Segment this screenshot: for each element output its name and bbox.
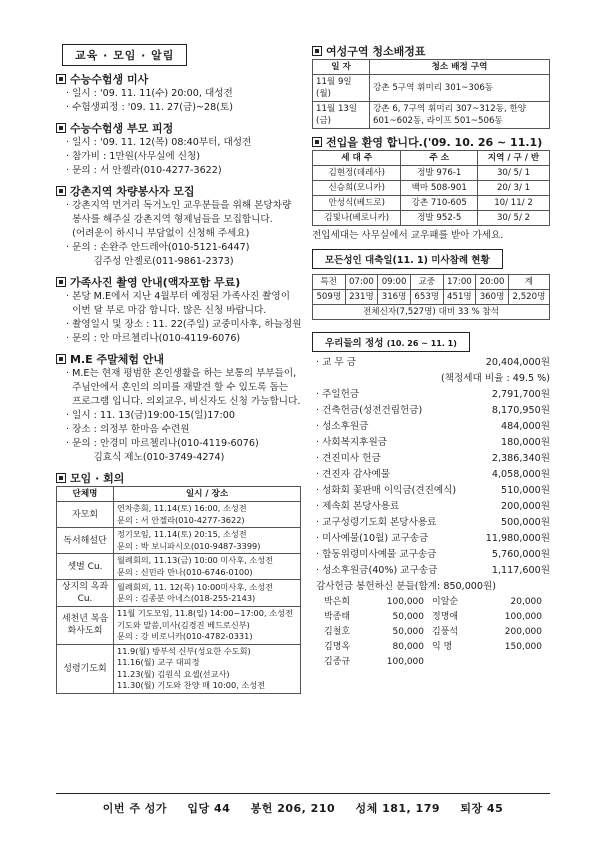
meetings-table xyxy=(56,486,301,694)
donation-amount: 180,000원 xyxy=(501,437,550,448)
giver-amount: 50,000 xyxy=(392,612,424,622)
givers-grid xyxy=(312,595,550,670)
meeting-info-line: 11.23(월) 김원식 요셉(선교사) xyxy=(117,668,230,679)
newcomers-table: 세 대 주 주 소 지역 / 구 / 반 김현정(데레사) 정발 976-1 30/ 5/ 1 신승희(모니카) 백마 508-901 20/ 3/ 1 안성식(베드로) 강촌 710-605 10/ 11/ 2 김빛나(베로니카) 정발 952-5 30/ 5/ 2 xyxy=(312,150,550,226)
meeting-info xyxy=(114,644,301,693)
meeting-info-line: 문의 : 박 보니파시오(010-9487-3399) xyxy=(117,540,261,551)
giver-name: 이알순 xyxy=(432,597,459,607)
attendance-header: 20:00 xyxy=(476,275,509,290)
notice-line: · 촬영일시 및 장소 : 11. 22(주일) 교중미사후, 하늘정원 xyxy=(66,319,302,330)
attendance-title: 모든성인 대축일(11. 1) 미사참례 현황 xyxy=(312,249,503,269)
notice-line: · 장소 : 의정부 한마음 수련원 xyxy=(66,424,190,435)
meeting-info-line: 11.30(월) 기도와 찬양 매 10:00, 소성전 xyxy=(117,680,266,690)
meetings-header-name: 단체명 xyxy=(57,487,114,502)
giver-name: 익 명 xyxy=(432,642,453,652)
section-title-text: M.E 주말체험 안내 xyxy=(70,353,165,366)
meetings-section xyxy=(56,471,301,694)
meetings-title: 모임 · 회의 xyxy=(70,472,125,485)
table-row: 11월 13일(금) 강촌 6, 7구역 휘미리 307~312동, 한양601~602동, 라이프 501~506동 xyxy=(313,102,550,129)
table-row xyxy=(57,502,301,528)
notice-line: · 참가비 : 1만원(사무실에 신청) xyxy=(66,151,201,162)
notice-line: 봉사를 해주실 강촌지역 형제님들을 모집합니다. xyxy=(66,214,273,225)
attendance-header: 교중 xyxy=(410,275,443,290)
notice-line: · 강촌지역 먼거리 독거노인 교우분들을 위해 본당차량 xyxy=(66,200,292,211)
notice-line: · 본당 M.E에서 지난 4월부터 예정된 가족사진 촬영이 xyxy=(66,291,290,302)
attendance-table xyxy=(312,274,550,320)
newcomer-cell: 백마 508-901 xyxy=(401,181,478,196)
attendance-header: 07:00 xyxy=(345,275,378,290)
meeting-info-line: 기도와 말씀,미사(김경진 베드로신부) xyxy=(117,619,250,630)
donations-section xyxy=(312,332,550,670)
notice-line: (어려운이 하시니 부담없이 신청해 주세요) xyxy=(66,228,250,239)
giver-name: 박종태 xyxy=(324,612,351,622)
newcomer-cell: 신승희(모니카) xyxy=(313,181,401,196)
donations-period: (10. 26 ~ 11. 1) xyxy=(386,339,457,348)
square-bullet-icon xyxy=(56,123,66,133)
donation-label: · 교구성령기도회 본당사용료 xyxy=(316,515,436,531)
giver-amount: 80,000 xyxy=(392,642,424,652)
donation-row xyxy=(312,371,550,387)
notice-section xyxy=(56,72,301,115)
donations-title: 우리들의 정성 xyxy=(325,338,384,349)
section-title-text: 수능수험생 미사 xyxy=(70,73,149,86)
donation-amount: 8,170,950원 xyxy=(491,405,550,416)
hymn-recessional: 퇴장 45 xyxy=(460,802,504,815)
notice-line: · 일시 : '09. 11. 11(수) 20:00, 대성전 xyxy=(66,88,233,99)
donation-label: · 성소후원금(40%) 교구송금 xyxy=(316,563,437,579)
cleaning-table xyxy=(312,59,550,129)
section-title xyxy=(56,275,301,290)
section-title xyxy=(56,121,301,136)
hymn-communion: 성체 181, 179 xyxy=(355,802,440,815)
table-row xyxy=(57,644,301,693)
donation-label: · 합동위령미사예물 교구송금 xyxy=(316,547,436,563)
newcomers-note: 전입세대는 사무실에서 교우패를 받아 가세요. xyxy=(312,230,504,241)
notice-line: 프로그램 입니다. 의외교우, 비신자도 신청 가능합니다. xyxy=(66,396,301,407)
attendance-header: 17:00 xyxy=(443,275,476,290)
newcomer-cell: 20/ 3/ 1 xyxy=(478,181,550,196)
giver-amount: 100,000 xyxy=(386,657,424,667)
meeting-info xyxy=(114,554,301,580)
meeting-info-line: 문의 : 강 비로니카(010-4782-0331) xyxy=(117,631,253,641)
donation-label: · 건축헌금(성전건립헌금) xyxy=(316,403,422,419)
meeting-info-line: 11.16(월) 교구 대피정 xyxy=(117,657,200,667)
notice-section xyxy=(56,184,301,269)
notice-section xyxy=(56,121,301,178)
newcomer-cell: 10/ 11/ 2 xyxy=(478,196,550,211)
donation-row xyxy=(312,435,550,451)
hymn-offertory: 봉헌 206, 210 xyxy=(250,802,336,815)
giver-amount: 200,000 xyxy=(504,627,542,637)
notice-section xyxy=(56,275,301,346)
attendance-header: 계 xyxy=(508,275,549,290)
newcomer-cell: 정발 952-5 xyxy=(401,211,478,226)
meeting-info-line: 월례회의, 11. 12(목) 10:00미사후, 소성전 xyxy=(117,581,274,592)
meeting-name: 상지의 옥좌Cu. xyxy=(57,580,114,607)
notice-line: · 문의 : 안 마르첼리나(010-4119-6076) xyxy=(66,333,241,344)
donation-row xyxy=(312,387,550,403)
notice-line: · 문의 : 손완주 안드레아(010-5121-6447) xyxy=(66,242,250,253)
notice-line: · 수험생피정 : '09. 11. 27(금)~28(토) xyxy=(66,102,233,113)
square-bullet-icon xyxy=(56,473,66,483)
notice-line: · 일시 : 11. 13(금)19:00-15(일)17:00 xyxy=(66,410,235,421)
square-bullet-icon xyxy=(312,46,322,56)
table-row xyxy=(57,607,301,645)
notice-line: · 일시 : '09. 11. 12(목) 08:40부터, 대성전 xyxy=(66,137,252,148)
meeting-info-line: 11.9(월) 방부석 신부(성요한 수도회) xyxy=(117,645,251,656)
square-bullet-icon xyxy=(56,354,66,364)
attendance-value: 231명 xyxy=(345,290,378,305)
section-title-text: 강촌지역 차량봉사자 모집 xyxy=(70,185,195,198)
cleaning-title: 여성구역 청소배정표 xyxy=(326,45,426,58)
right-column xyxy=(312,44,550,670)
table-row: 11월 9일(월) 강촌 5구역 휘미리 301~306동 xyxy=(313,75,550,102)
meeting-name: 독서해설단 xyxy=(57,528,114,554)
meeting-info-line: 문의 : 김종분 아네스(018-255-2143) xyxy=(117,593,256,603)
square-bullet-icon xyxy=(56,277,66,287)
meetings-header-info: 일시 / 장소 xyxy=(114,487,301,502)
meeting-info-line: 문의 : 신민라 만나(010-6746-0100) xyxy=(117,566,253,577)
meeting-name: 성령기도회 xyxy=(57,644,114,693)
giver-amount: 20,000 xyxy=(510,597,542,607)
section-title xyxy=(56,352,301,367)
meeting-name: 세천년 복음화사도회 xyxy=(57,607,114,645)
notice-line: · 문의 : 서 안젤라(010-4277-3622) xyxy=(66,165,222,176)
newcomer-cell: 강촌 710-605 xyxy=(401,196,478,211)
attendance-header: 09:00 xyxy=(378,275,411,290)
table-row xyxy=(57,580,301,607)
meeting-info-line: 문의 : 서 안젤라(010-4277-3622) xyxy=(117,514,245,525)
attendance-section xyxy=(312,249,550,320)
donation-row xyxy=(312,499,550,515)
left-header: 교육 · 모임 · 알림 xyxy=(62,44,187,66)
giver-name: 정명애 xyxy=(432,612,459,622)
meeting-info-line: 정기모임, 11.14(토) 20:15, 소성전 xyxy=(117,529,247,539)
attendance-value: 653명 xyxy=(410,290,443,305)
table-row xyxy=(57,554,301,580)
attendance-value: 360명 xyxy=(476,290,509,305)
donation-row xyxy=(312,563,550,579)
newcomers-section xyxy=(312,135,550,243)
donation-label: · 사회복지후원금 xyxy=(316,435,387,451)
square-bullet-icon xyxy=(56,74,66,84)
giver-amount: 150,000 xyxy=(504,642,542,652)
donation-row xyxy=(312,403,550,419)
hymn-entry: 입당 44 xyxy=(187,802,231,815)
square-bullet-icon xyxy=(312,137,322,147)
donation-amount: 500,000원 xyxy=(501,517,550,528)
table-row xyxy=(313,181,550,196)
meeting-info-line: 연차총회, 11.14(토) 16:00, 소성전 xyxy=(117,503,247,513)
donation-row xyxy=(312,531,550,547)
newcomer-cell: 정발 976-1 xyxy=(401,166,478,181)
donation-amount: 11,980,000원 xyxy=(485,533,550,544)
donation-amount: 5,760,000원 xyxy=(491,549,550,560)
giver-amount xyxy=(476,655,550,670)
hymn-label: 이번 주 성가 xyxy=(102,802,168,815)
attendance-summary: 전체신자(7,527명) 대비 33 % 참석 xyxy=(313,305,550,320)
donation-row xyxy=(312,355,550,371)
meeting-name: 자모회 xyxy=(57,502,114,528)
donation-label: · 제속회 본당사용료 xyxy=(316,499,399,515)
donation-amount: 510,000원 xyxy=(501,485,550,496)
newcomer-cell: 김현정(데레사) xyxy=(313,166,401,181)
cleaning-header-area: 청소 배정 구역 xyxy=(370,60,550,75)
left-column xyxy=(56,44,301,694)
meeting-info xyxy=(114,502,301,528)
square-bullet-icon xyxy=(56,186,66,196)
giver-amount: 100,000 xyxy=(504,612,542,622)
donation-amount: 4,058,000원 xyxy=(491,469,550,480)
donation-label: · 견진자 감사예물 xyxy=(316,467,390,483)
donations-list xyxy=(312,355,550,595)
newcomer-cell: 안성식(베드로) xyxy=(313,196,401,211)
giver-name: 김철호 xyxy=(324,627,351,637)
attendance-value: 509명 xyxy=(313,290,346,305)
donation-row xyxy=(312,547,550,563)
giver-name: 박은희 xyxy=(324,597,351,607)
attendance-value: 316명 xyxy=(378,290,411,305)
notice-line: · 문의 : 안경미 마르첼리나(010-4119-6076) xyxy=(66,438,259,449)
donation-amount: 20,404,000원 xyxy=(485,357,550,368)
meeting-name: 셋별 Cu. xyxy=(57,554,114,580)
meeting-info xyxy=(114,607,301,645)
notice-sections xyxy=(56,72,301,465)
donation-amount: 2,386,340원 xyxy=(491,453,550,464)
donation-label: 감사헌금 봉헌하신 분들(합계: 850,000원) xyxy=(316,581,497,592)
giver-name: 김명옥 xyxy=(324,642,351,652)
table-row xyxy=(313,211,550,226)
newcomers-title: 전입을 환영 합니다.('09. 10. 26 ~ 11.1) xyxy=(326,136,543,149)
donation-label: · 성소후원금 xyxy=(316,419,368,435)
donation-label: · 미사예물(10월) 교구송금 xyxy=(316,531,428,547)
section-title-text: 가족사진 촬영 안내(액자포함 무료) xyxy=(70,276,241,289)
meeting-info xyxy=(114,528,301,554)
section-title xyxy=(56,72,301,87)
donation-amount: 484,000원 xyxy=(501,421,550,432)
donation-label: (책정세대 비율 : 49.5 %) xyxy=(441,373,550,384)
notice-line: 김주성 안젤로(011-9861-2373) xyxy=(66,256,234,267)
table-row xyxy=(313,166,550,181)
donation-row xyxy=(312,451,550,467)
hymn-footer xyxy=(56,793,550,816)
attendance-value: 451명 xyxy=(443,290,476,305)
donation-row xyxy=(312,467,550,483)
notice-line: 이번 달 부로 마감 합니다. 많은 신청 바랍니다. xyxy=(66,305,267,316)
cleaning-header-date: 일 자 xyxy=(313,60,370,75)
giver-name: 김풍석 xyxy=(432,627,459,637)
cleaning-section xyxy=(312,44,550,129)
table-row xyxy=(57,528,301,554)
donation-label: · 성화회 꽃판매 이익금(견진예식) xyxy=(316,483,456,499)
donation-row xyxy=(312,419,550,435)
giver-name: 김종규 xyxy=(324,657,351,667)
notice-line: · M.E는 현재 평범한 혼인생활을 하는 보통의 부부들이, xyxy=(66,368,297,379)
section-title xyxy=(56,184,301,199)
giver-name xyxy=(432,655,476,670)
meeting-info-line: 11월 기도모임, 11.8(일) 14:00~17:00, 소성전 xyxy=(117,608,293,618)
donation-row xyxy=(312,515,550,531)
notice-line: 주님안에서 혼인의 의미를 재발견 할 수 있도록 돕는 xyxy=(66,382,289,393)
donation-label: · 주일헌금 xyxy=(316,387,359,403)
table-row xyxy=(313,196,550,211)
section-title-text: 수능수험생 부모 피정 xyxy=(70,122,174,135)
newcomer-cell: 김빛나(베로니카) xyxy=(313,211,401,226)
meeting-info xyxy=(114,580,301,607)
donation-row xyxy=(312,483,550,499)
giver-amount: 100,000 xyxy=(386,597,424,607)
donation-row xyxy=(312,579,550,595)
donation-amount: 200,000원 xyxy=(501,501,550,512)
attendance-value: 2,520명 xyxy=(508,290,549,305)
giver-amount: 50,000 xyxy=(392,627,424,637)
newcomer-cell: 30/ 5/ 1 xyxy=(478,166,550,181)
donation-label: · 교 무 금 xyxy=(316,355,356,371)
notice-line: 김효식 제노(010-3749-4274) xyxy=(66,452,225,463)
notice-section xyxy=(56,352,301,465)
meeting-info-line: 월례회의, 11.13(금) 10:00 미사후, 소성전 xyxy=(117,555,274,565)
newcomer-cell: 30/ 5/ 2 xyxy=(478,211,550,226)
attendance-header: 특전 xyxy=(313,275,346,290)
donation-label: · 견진미사 헌금 xyxy=(316,451,381,467)
donation-amount: 2,791,700원 xyxy=(491,389,550,400)
donation-amount: 1,117,600원 xyxy=(491,565,550,576)
